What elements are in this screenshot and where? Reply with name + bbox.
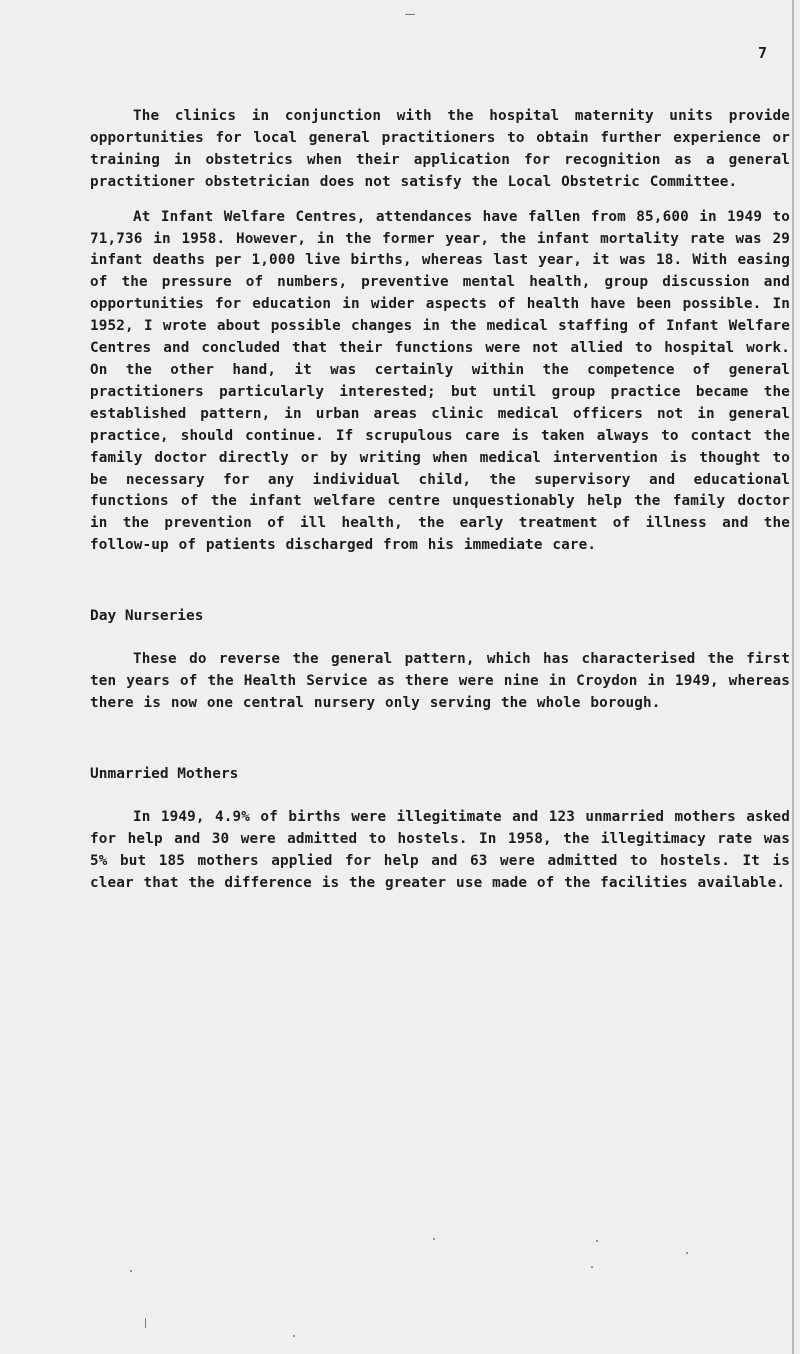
scan-speck [591, 1266, 593, 1268]
section-heading-unmarried-mothers: Unmarried Mothers [90, 765, 239, 782]
scan-speck [130, 1270, 132, 1272]
scan-speck [596, 1240, 598, 1242]
scan-speck [686, 1252, 688, 1254]
scan-speck [405, 14, 415, 15]
scan-speck [293, 1335, 295, 1337]
page-edge-shadow [792, 0, 794, 1354]
section-heading-day-nurseries: Day Nurseries [90, 608, 204, 625]
paragraph-day-nurseries: These do reverse the general pattern, which has characterised the first ten years of the Health Service as there were nine in Croydon in 1949, whereas there is now one central nursery only serving the whole borough. [90, 651, 790, 711]
paragraph-clinics: The clinics in conjunction with the hospital maternity units provide opportunities for local general practitioners to obtain further experience or training in obstetrics when their application for recognition as a general practitioner obstetrician does not satisfy the Local Obstetric Committee. [90, 108, 790, 190]
scan-speck [145, 1318, 146, 1328]
report-body [90, 106, 790, 894]
page-number: 7 [758, 44, 768, 62]
paragraph-unmarried-mothers: In 1949, 4.9% of births were illegitimate and 123 unmarried mothers asked for help and 30 were admitted to hostels. In 1958, the illegitimacy rate was 5% but 185 mothers applied for help and 63 were admitted to hostels. It is clear that the difference is the greater use made of the facilities available. [90, 808, 790, 891]
scan-speck [433, 1238, 435, 1240]
paragraph-infant-welfare: At Infant Welfare Centres, attendances have fallen from 85,600 in 1949 to 71,736 in 1958. However, in the former year, the infant mortality rate was 29 infant deaths per 1,000 live births, whereas last year, it was 18. With easing of the pressure of numbers, preventive mental health, group discussion and opportunities for education in wider aspects of health have been possible. In 1952, I wrote about possible changes in the medical staffing of Infant Welfare Centres and concluded that their functions were not allied to hospital work. On the other hand, it was certainly within the competence of general practitioners particularly interested; but until group practice became the established pattern, in urban areas clinic medical officers not in general practice, should continue. If scrupulous care is taken always to contact the family doctor directly or by writing when medical intervention is thought to be necessary for any individual child, the supervisory and educational functions of the infant welfare centre unquestionably help the family doctor in the prevention of ill health, the early treatment of illness and the follow-up of patients discharged from his immediate care. [90, 208, 790, 554]
